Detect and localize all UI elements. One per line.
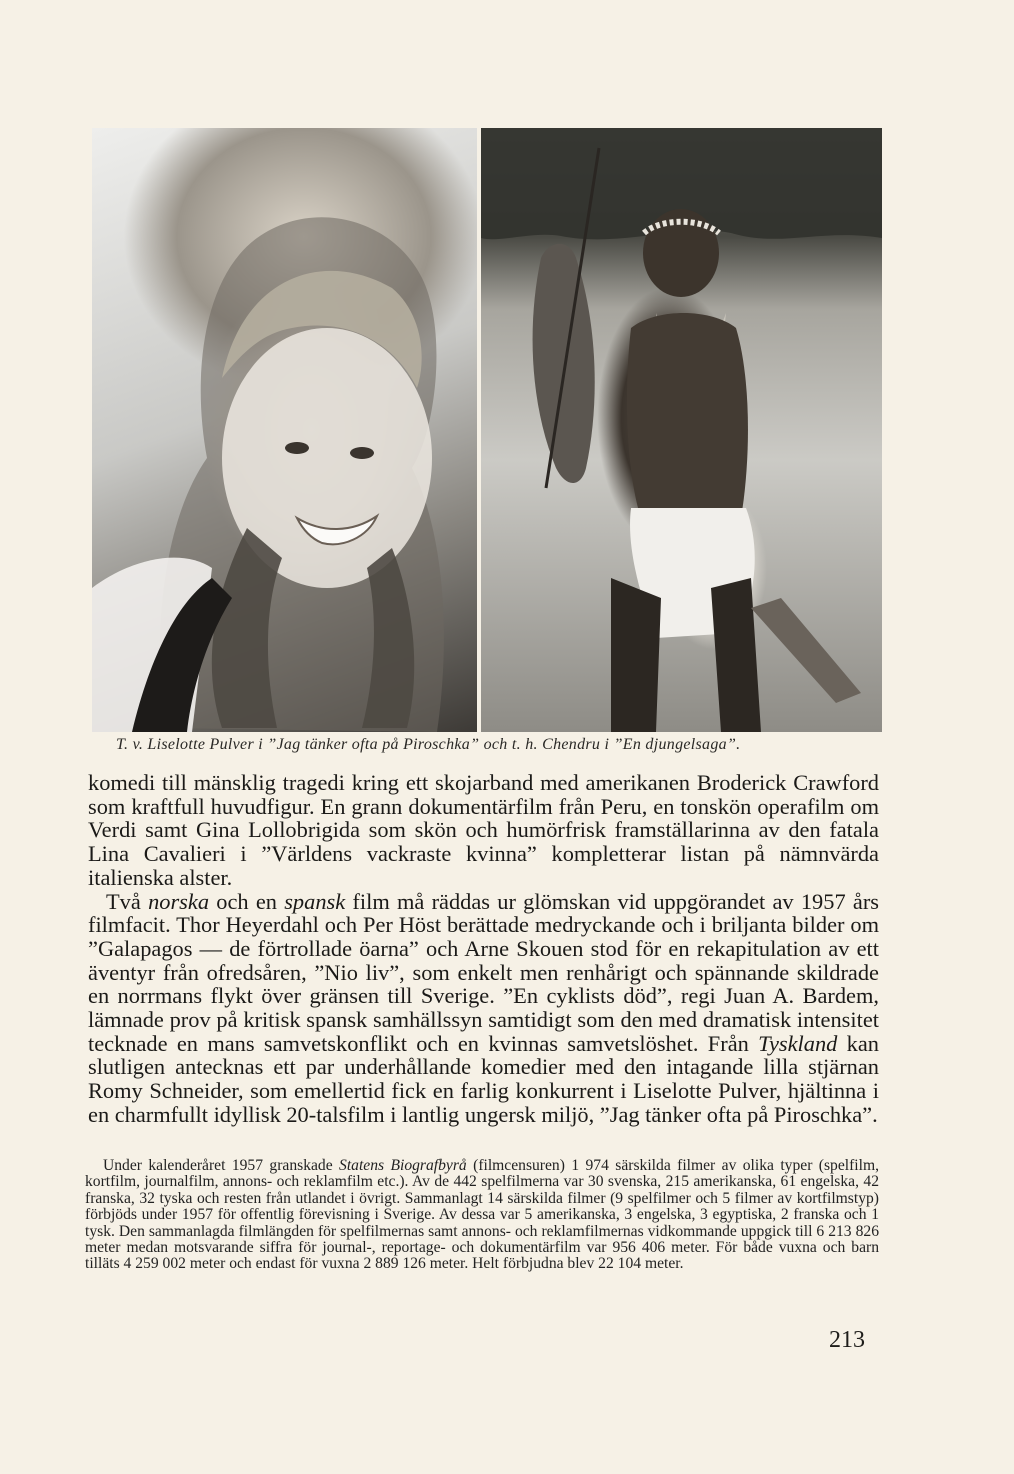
caption-text: T. v. Liselotte Pulver i ”Jag tänker ofta på Piroschka” och t. h. Chendru i ”En djungelsaga”. — [116, 736, 741, 753]
emphasis-spansk: spansk — [284, 888, 346, 914]
portrait-photo-liselotte-pulver — [92, 128, 477, 732]
photo-caption — [116, 736, 896, 754]
page-number: 213 — [829, 1327, 865, 1353]
photo-chendru-with-fish — [481, 128, 882, 732]
paragraph-1: komedi till mänsklig tragedi kring ett skojarband med amerikanen Broderick Crawford som kraftfull huvudfigur. En grann dokumentärfilm från Peru, en tonskön operafilm om Verdi samt Gina Lollobrigida som skön och humörfrisk framställarinna av den fatala Lina Cavalieri i ”Världens vackraste kvinna” kompletterar listan på nämnvärda italienska alster. — [88, 770, 879, 890]
censorship-note — [85, 1158, 879, 1273]
jungle-illustration — [481, 128, 882, 732]
emphasis-norska: norska — [148, 888, 210, 914]
portrait-illustration — [92, 128, 477, 732]
paragraph-2: Två norska och en spansk film må räddas ur glömskan vid uppgörandet av 1957 års filmfacit. Thor Heyerdahl och Per Höst berättade medryckande och i briljanta bilder om ”Galapagos — de förtrollade öarna” och Arne Skouen stod för en rekapitulation av ett äventyr från ofredsåren, ”Nio liv”, som enkelt men renhårigt och spännande skildrade en norrmans flykt över gränsen till Sverige. ”En cyklists död”, regi Juan A. Bardem, lämnade prov på kritisk spansk samhällssyn samtidigt som den med dramatisk intensitet tecknade en mans samvetskonflikt och en kvinnas samvetslöshet. Från Tyskland kan slutligen antecknas ett par underhållande komedier med den intagande lilla stjärnan Romy Schneider, som emellertid fick en farlig konkurrent i Liselotte Pulver, hjältinna i en charmfullt idyllisk 20-talsfilm i lantlig ungersk miljö, ”Jag tänker ofta på Piroschka”. — [88, 888, 879, 1127]
emphasis-tyskland: Tyskland — [758, 1030, 838, 1056]
agency-name: Statens Biografbyrå — [339, 1157, 467, 1174]
article-body — [88, 771, 879, 1127]
photo-spread — [92, 128, 882, 732]
note-paragraph: Under kalenderåret 1957 granskade Statens Biografbyrå (filmcensuren) 1 974 särskilda filmer av olika typer (spelfilm, kortfilm, journalfilm, annons- och reklamfilm etc.). Av de 442 spelfilmerna var 30 svenska, 215 amerikanska, 61 engelska, 42 franska, 32 tyska och resten från utlandet i övrigt. Sammanlagt 14 särskilda filmer (9 spelfilmer och 5 filmer av kortfilmstyp) förbjöds under 1957 för offentlig förevisning i Sverige. Av dessa var 5 amerikanska, 3 engelska, 3 egyptiska, 2 franska och 1 tysk. Den sammanlagda filmlängden för spelfilmernas samt annons- och reklamfilmernas vidkommande uppgick till 6 213 826 meter medan motsvarande siffra för journal-, reportage- och dokumentärfilm var 956 406 meter. För både vuxna och barn tilläts 4 259 002 meter och endast för vuxna 2 889 126 meter. Helt förbjudna blev 22 104 meter. — [85, 1157, 879, 1273]
